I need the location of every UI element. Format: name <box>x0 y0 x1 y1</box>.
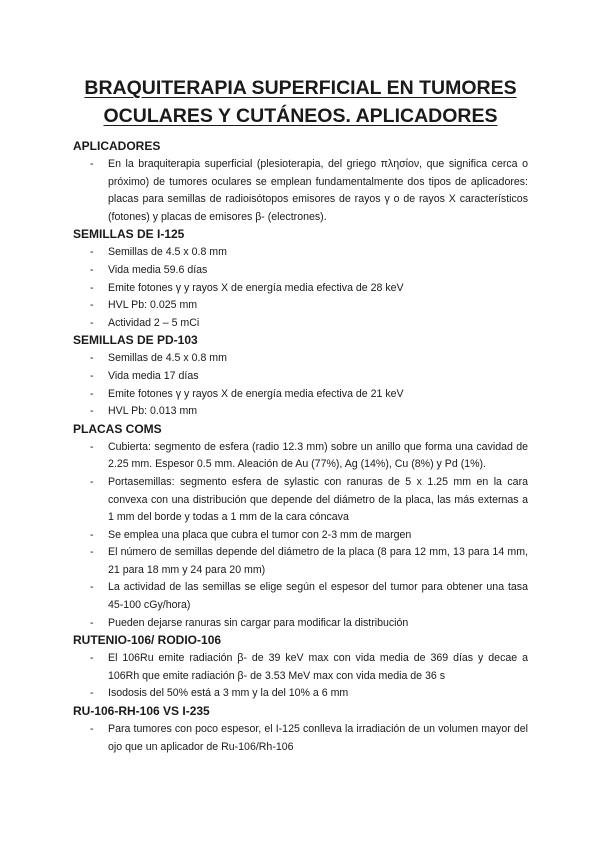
list-item <box>73 280 528 298</box>
bullet-list <box>73 439 528 633</box>
dash-bullet-icon: - <box>90 652 94 665</box>
section <box>73 632 528 703</box>
list-item-text: Actividad 2 – 5 mCi <box>108 316 200 329</box>
document-body <box>73 138 528 756</box>
list-item <box>73 685 528 703</box>
list-item-text: Para tumores con poco espesor, el I-125 conlleva la irradiación de un volumen mayor del ojo que un aplicador de Ru-106/Rh-106 <box>108 723 528 753</box>
dash-bullet-icon: - <box>90 405 94 418</box>
list-item <box>73 403 528 421</box>
list-item <box>73 315 528 333</box>
dash-bullet-icon: - <box>90 687 94 700</box>
dash-bullet-icon: - <box>90 352 94 365</box>
list-item-text: El número de semillas depende del diámetro de la placa (8 para 12 mm, 13 para 14 mm, 21 para 18 mm y 24 para 20 mm) <box>108 546 528 576</box>
list-item-text: HVL Pb: 0.013 mm <box>108 405 198 418</box>
dash-bullet-icon: - <box>90 281 94 294</box>
dash-bullet-icon: - <box>90 387 94 400</box>
document-page <box>73 74 528 756</box>
list-item-text: Pueden dejarse ranuras sin cargar para modificar la distribución <box>108 616 409 629</box>
section <box>73 332 528 420</box>
section <box>73 138 528 226</box>
list-item <box>73 474 528 527</box>
list-item <box>73 262 528 280</box>
section-heading: APLICADORES <box>73 139 161 153</box>
section-heading: PLACAS COMS <box>73 421 162 436</box>
dash-bullet-icon: - <box>90 299 94 312</box>
page-title-line-2: OCULARES Y CUTÁNEOS. APLICADORES <box>103 105 498 127</box>
section-heading: RU-106-RH-106 VS I-235 <box>73 704 210 719</box>
dash-bullet-icon: - <box>90 475 94 488</box>
dash-bullet-icon: - <box>90 316 94 329</box>
bullet-list <box>73 650 528 703</box>
dash-bullet-icon: - <box>90 546 94 559</box>
dash-bullet-icon: - <box>90 263 94 276</box>
list-item-text: Vida media 59.6 días <box>108 263 208 276</box>
list-item <box>73 439 528 474</box>
list-item <box>73 386 528 404</box>
list-item-text: La actividad de las semillas se elige según el espesor del tumor para obtener una tasa 45-100 cGy/hora) <box>108 581 528 612</box>
page-title <box>73 74 528 130</box>
list-item-text: Isodosis del 50% está a 3 mm y la del 10% a 6 mm <box>108 687 349 700</box>
list-item <box>73 544 528 579</box>
section <box>73 421 528 633</box>
section-heading: SEMILLAS DE PD-103 <box>73 333 198 348</box>
section-heading: SEMILLAS DE I-125 <box>73 227 185 242</box>
dash-bullet-icon: - <box>90 246 94 259</box>
list-item <box>73 350 528 368</box>
bullet-list <box>73 156 528 226</box>
list-item-text: Cubierta: segmento de esfera (radio 12.3 mm) sobre un anillo que forma una cavidad de 2.25 mm. Espesor 0.5 mm. Aleación de Au (77%), Ag (14%), Cu (8%) y Pd (1%). <box>108 440 528 471</box>
list-item <box>73 156 528 226</box>
list-item <box>73 721 528 756</box>
list-item-text: Emite fotones γ y rayos X de energía media efectiva de 28 keV <box>108 281 404 294</box>
bullet-list <box>73 244 528 332</box>
dash-bullet-icon: - <box>90 616 94 629</box>
section <box>73 703 528 756</box>
list-item-text: Semillas de 4.5 x 0.8 mm <box>108 246 227 259</box>
list-item <box>73 244 528 262</box>
bullet-list <box>73 721 528 756</box>
list-item-text: Emite fotones γ y rayos X de energía media efectiva de 21 keV <box>108 387 404 400</box>
section-heading: RUTENIO-106/ RODIO-106 <box>73 633 222 648</box>
list-item <box>73 579 528 614</box>
dash-bullet-icon: - <box>90 528 94 541</box>
list-item-text: El 106Ru emite radiación β- de 39 keV max con vida media de 369 días y decae a 106Rh que emite radiación β- de 3.53 MeV max con vida media de 36 s <box>108 652 528 682</box>
list-item <box>73 615 528 633</box>
bullet-list <box>73 350 528 420</box>
list-item-text: Se emplea una placa que cubra el tumor con 2-3 mm de margen <box>108 528 412 541</box>
list-item-text: Portasemillas: segmento esfera de sylastic con ranuras de 5 x 1.25 mm en la cara convexa con una distribución que depende del diámetro de la placa, las más externas a 1 mm del borde y todas a 1 mm de la cara cóncava <box>108 475 528 524</box>
dash-bullet-icon: - <box>90 723 94 736</box>
dash-bullet-icon: - <box>90 158 94 170</box>
dash-bullet-icon: - <box>90 369 94 382</box>
page-title-line-1: BRAQUITERAPIA SUPERFICIAL EN TUMORES <box>84 77 517 99</box>
list-item-text: En la braquiterapia superficial (plesioterapia, del griego πλησίον, que significa cerca o próximo) de tumores oculares se emplean fundamentalmente dos tipos de aplicadores: placas para semillas de radioisótopos emisores de rayos γ o de rayos X característicos (fotones) y placas de emisores β- (electrones). <box>108 158 528 223</box>
list-item-text: HVL Pb: 0.025 mm <box>108 299 198 312</box>
list-item-text: Semillas de 4.5 x 0.8 mm <box>108 352 227 365</box>
dash-bullet-icon: - <box>90 581 94 594</box>
list-item <box>73 368 528 386</box>
list-item <box>73 650 528 685</box>
list-item-text: Vida media 17 días <box>108 369 199 382</box>
dash-bullet-icon: - <box>90 440 94 453</box>
list-item <box>73 297 528 315</box>
list-item <box>73 527 528 545</box>
section <box>73 226 528 332</box>
